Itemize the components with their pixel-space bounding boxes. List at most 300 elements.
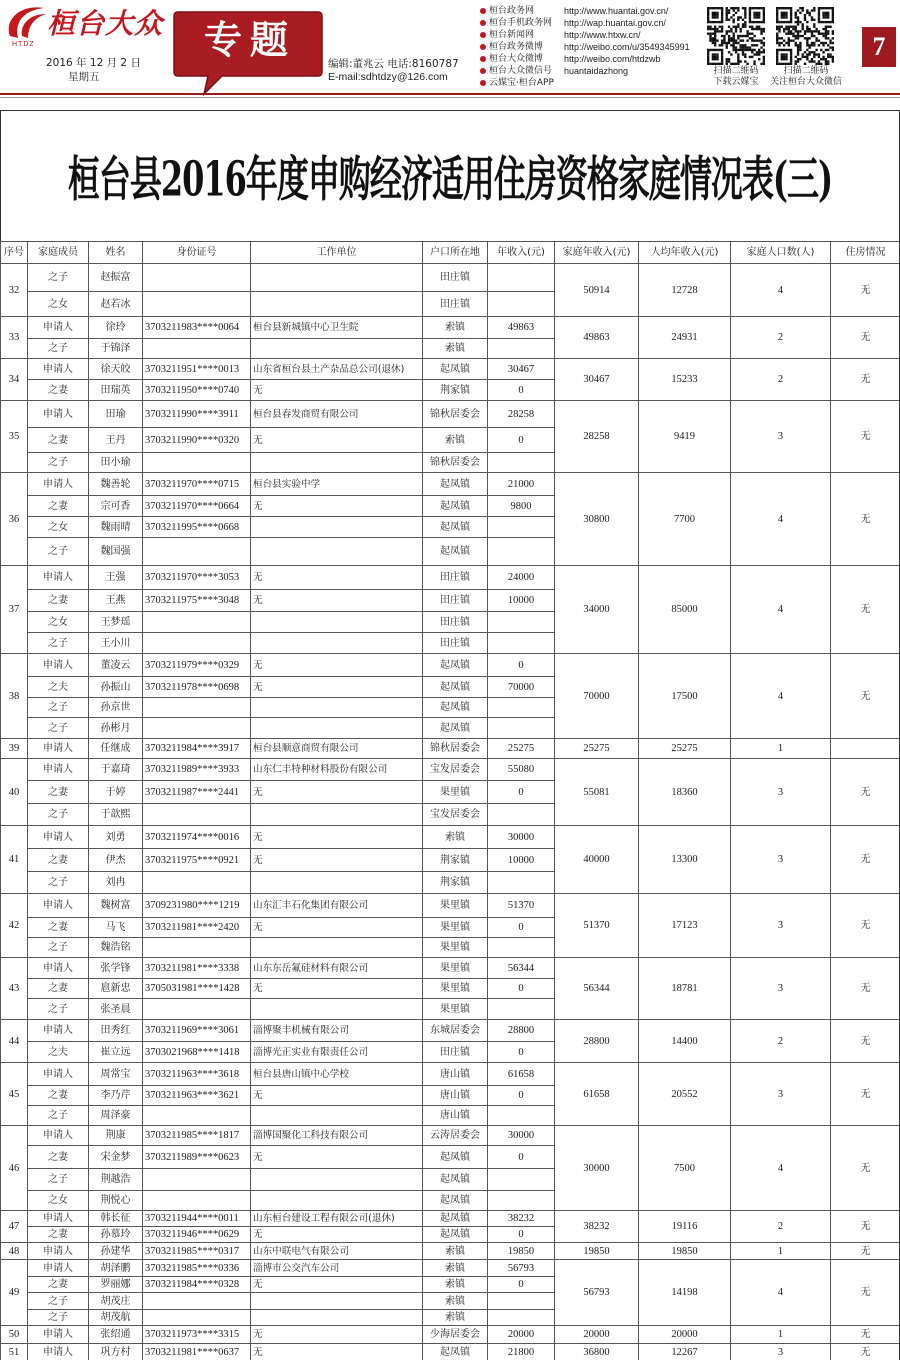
logo-swoosh-icon [4,2,48,44]
hukou-cell: 索镇 [423,1293,488,1310]
member-relation-cell: 之子 [28,339,89,359]
housing-status-cell: 无 [831,1020,900,1063]
annual-income-cell: 49863 [488,317,555,339]
id-number-cell: 3703211981****2420 [143,918,251,938]
per-capita-income-cell: 19850 [639,1243,731,1260]
qr-caption-line1: 扫描二维码 [713,66,759,76]
id-number-cell: 3703211970****3053 [143,566,251,590]
per-capita-income-cell: 14198 [639,1260,731,1326]
employer-cell: 无 [251,781,423,804]
housing-status-cell: 无 [831,1211,900,1243]
id-number-cell: 3703211981****0637 [143,1344,251,1360]
employer-cell: 桓台县唐山镇中心学校 [251,1063,423,1086]
per-capita-income-cell: 14400 [639,1020,731,1063]
employer-cell [251,264,423,292]
household-size-cell: 3 [731,1063,831,1126]
id-number-cell: 3703211944****0011 [143,1211,251,1227]
annual-income-cell: 0 [488,428,555,453]
media-link-url[interactable]: http://wap.huantai.gov.cn/ [564,18,666,28]
annual-income-cell: 20000 [488,1326,555,1344]
hukou-cell: 索镇 [423,428,488,453]
employer-cell: 桓台县新城镇中心卫生院 [251,317,423,339]
id-number-cell: 3703211970****0664 [143,496,251,517]
table-row [1,1243,900,1260]
annual-income-cell: 0 [488,918,555,938]
member-relation-cell: 申请人 [28,1063,89,1086]
member-relation-cell: 之子 [28,872,89,894]
id-number-cell [143,698,251,718]
employer-cell: 淄博光正实业有限责任公司 [251,1042,423,1063]
member-name-cell: 马飞 [89,918,143,938]
member-name-cell: 赵若冰 [89,292,143,317]
id-number-cell: 3709231980****1219 [143,894,251,918]
member-relation-cell: 之子 [28,538,89,566]
household-size-cell: 1 [731,1243,831,1260]
link-bullet-icon [480,32,486,38]
employer-cell: 无 [251,918,423,938]
annual-income-cell [488,1106,555,1126]
member-name-cell: 田瑜 [89,401,143,428]
id-number-cell [143,1106,251,1126]
id-number-cell: 3703211975****3048 [143,590,251,612]
household-income-cell: 70000 [555,654,639,739]
housing-status-cell [831,739,900,759]
id-number-cell: 3703211987****2441 [143,781,251,804]
employer-cell: 无 [251,1277,423,1293]
hukou-cell: 果里镇 [423,894,488,918]
annual-income-cell [488,633,555,654]
member-relation-cell: 之妻 [28,380,89,401]
media-link-url[interactable]: huantaidazhong [564,66,629,76]
employer-cell: 无 [251,428,423,453]
id-number-cell [143,938,251,958]
member-name-cell: 田秀红 [89,1020,143,1042]
employer-cell: 山东省桓台县土产杂品总公司(退休) [251,359,423,380]
per-capita-income-cell: 25275 [639,739,731,759]
employer-cell: 山东中联电气有限公司 [251,1243,423,1260]
hukou-cell: 荆家镇 [423,872,488,894]
media-link-url[interactable]: http://weibo.com/u/3549345991 [564,42,690,52]
media-link-row[interactable] [480,41,710,53]
table-body [1,264,900,1360]
table-row [1,1211,900,1227]
id-number-cell [143,339,251,359]
per-capita-income-cell: 20552 [639,1063,731,1126]
member-name-cell: 魏雨晴 [89,517,143,538]
hukou-cell: 起凤镇 [423,473,488,496]
id-number-cell: 3703211989****3933 [143,759,251,781]
member-name-cell: 魏善轮 [89,473,143,496]
id-number-cell [143,1191,251,1211]
employer-cell: 无 [251,1344,423,1360]
hukou-cell: 田庄镇 [423,566,488,590]
household-income-cell: 56344 [555,958,639,1020]
annual-income-cell [488,872,555,894]
annual-income-cell: 56793 [488,1260,555,1277]
household-size-cell: 3 [731,1344,831,1360]
employer-cell [251,633,423,654]
member-name-cell: 荆越浩 [89,1169,143,1191]
qr-code-download-app[interactable] [707,7,765,65]
media-link-row[interactable] [480,5,710,17]
annual-income-cell [488,718,555,739]
member-name-cell: 胡茂航 [89,1310,143,1326]
link-bullet-icon [480,20,486,26]
media-link-label: 桓台新闻网 [489,30,535,40]
annual-income-cell: 21800 [488,1344,555,1360]
housing-status-cell: 无 [831,317,900,359]
table-row [1,1344,900,1360]
per-capita-income-cell: 13300 [639,826,731,894]
member-name-cell: 王丹 [89,428,143,453]
table-row [1,1126,900,1146]
id-number-cell [143,612,251,633]
member-name-cell: 张学锋 [89,958,143,979]
hukou-cell: 起凤镇 [423,718,488,739]
media-link-label: 云媒宝·桓台APP [489,78,554,88]
per-capita-income-cell: 18781 [639,958,731,1020]
annual-income-cell: 0 [488,781,555,804]
family-number-cell: 37 [1,566,28,654]
annual-income-cell [488,1191,555,1211]
table-row [1,826,900,849]
media-link-row[interactable] [480,17,710,29]
annual-income-cell: 10000 [488,849,555,872]
household-income-cell: 20000 [555,1326,639,1344]
member-relation-cell: 申请人 [28,317,89,339]
housing-status-cell: 无 [831,566,900,654]
family-number-cell: 50 [1,1326,28,1344]
table-row [1,739,900,759]
id-number-cell [143,1293,251,1310]
header-annual-income: 年收入(元) [488,242,555,264]
title-area [1,111,899,241]
member-name-cell: 刘勇 [89,826,143,849]
annual-income-cell: 0 [488,380,555,401]
household-income-cell: 30467 [555,359,639,401]
qr-caption-line2: 下载云媒宝 [713,77,759,87]
media-link-row[interactable] [480,29,710,41]
annual-income-cell: 24000 [488,566,555,590]
housing-status-cell: 无 [831,1063,900,1126]
annual-income-cell: 10000 [488,590,555,612]
member-relation-cell: 之子 [28,1106,89,1126]
id-number-cell: 3703211979****0329 [143,654,251,677]
employer-cell: 山东汇丰石化集团有限公司 [251,894,423,918]
member-relation-cell: 之女 [28,612,89,633]
annual-income-cell: 0 [488,654,555,677]
employer-cell: 桓台县春发商贸有限公司 [251,401,423,428]
id-number-cell [143,453,251,473]
qr-caption-line1: 扫描二维码 [783,66,829,76]
household-size-cell: 3 [731,401,831,473]
member-relation-cell: 之子 [28,633,89,654]
housing-status-cell: 无 [831,264,900,317]
id-number-cell [143,633,251,654]
member-relation-cell: 申请人 [28,958,89,979]
editor-email: E-mail:sdhtdzy@126.com [328,71,448,83]
housing-status-cell: 无 [831,1243,900,1260]
id-number-cell [143,872,251,894]
family-number-cell: 38 [1,654,28,739]
household-income-cell: 30000 [555,1126,639,1211]
hukou-cell: 起凤镇 [423,1227,488,1243]
hukou-cell: 索镇 [423,1310,488,1326]
family-number-cell: 44 [1,1020,28,1063]
household-size-cell: 2 [731,359,831,401]
hukou-cell: 宝发居委会 [423,804,488,826]
hukou-cell: 田庄镇 [423,292,488,317]
media-link-row[interactable] [480,53,710,65]
annual-income-cell: 30000 [488,826,555,849]
member-name-cell: 胡泽鹏 [89,1260,143,1277]
id-number-cell: 3703211990****0320 [143,428,251,453]
annual-income-cell: 9800 [488,496,555,517]
family-number-cell: 45 [1,1063,28,1126]
annual-income-cell [488,339,555,359]
id-number-cell: 3703211963****3618 [143,1063,251,1086]
member-relation-cell: 之子 [28,698,89,718]
newspaper-logo: 桓台大众 [47,7,164,40]
id-number-cell: 3703211970****0715 [143,473,251,496]
employer-cell [251,698,423,718]
household-size-cell: 4 [731,473,831,566]
family-number-cell: 40 [1,759,28,826]
member-relation-cell: 之妻 [28,979,89,999]
household-size-cell: 1 [731,1326,831,1344]
masthead-rule-thin [0,97,900,98]
member-relation-cell: 之妻 [28,1277,89,1293]
table-row [1,958,900,979]
hukou-cell: 果里镇 [423,979,488,999]
hukou-cell: 起凤镇 [423,654,488,677]
household-income-cell: 55081 [555,759,639,826]
member-relation-cell: 之子 [28,264,89,292]
id-number-cell: 3703211985****1817 [143,1126,251,1146]
hukou-cell: 唐山镇 [423,1063,488,1086]
member-relation-cell: 之子 [28,718,89,739]
member-relation-cell: 申请人 [28,654,89,677]
employer-cell: 山东仁丰特种材料股份有限公司 [251,759,423,781]
member-relation-cell: 之妻 [28,781,89,804]
employer-cell [251,538,423,566]
table-row [1,1063,900,1086]
annual-income-cell: 0 [488,1042,555,1063]
per-capita-income-cell: 12267 [639,1344,731,1360]
id-number-cell [143,1169,251,1191]
media-link-url[interactable]: http://weibo.com/htdzwb [564,54,661,64]
annual-income-cell [488,938,555,958]
member-relation-cell: 申请人 [28,1020,89,1042]
employer-cell [251,1169,423,1191]
employer-cell: 无 [251,1146,423,1169]
family-number-cell: 39 [1,739,28,759]
member-relation-cell: 之妻 [28,496,89,517]
table-row [1,317,900,339]
media-link-row[interactable] [480,65,710,77]
table-row [1,1326,900,1344]
table-row [1,894,900,918]
member-name-cell: 周泽豪 [89,1106,143,1126]
employer-cell: 无 [251,654,423,677]
per-capita-income-cell: 18360 [639,759,731,826]
hukou-cell: 锦秋居委会 [423,739,488,759]
id-number-cell: 3703211975****0921 [143,849,251,872]
table-row [1,654,900,677]
per-capita-income-cell: 24931 [639,317,731,359]
header-relation: 家庭成员 [28,242,89,264]
household-size-cell: 4 [731,566,831,654]
media-link-label: 桓台政务微博 [489,42,544,52]
family-number-cell: 49 [1,1260,28,1326]
employer-cell: 淄博国聚化工科技有限公司 [251,1126,423,1146]
link-bullet-icon [480,68,486,74]
member-name-cell: 韩长征 [89,1211,143,1227]
hukou-cell: 宝发居委会 [423,759,488,781]
member-name-cell: 董凌云 [89,654,143,677]
member-relation-cell: 之子 [28,804,89,826]
id-number-cell: 3703211985****0336 [143,1260,251,1277]
member-relation-cell: 之妻 [28,1227,89,1243]
housing-status-cell: 无 [831,654,900,739]
qr-code-wechat[interactable] [776,7,834,65]
member-name-cell: 田小瑜 [89,453,143,473]
household-income-cell: 51370 [555,894,639,958]
per-capita-income-cell: 7700 [639,473,731,566]
id-number-cell: 3703211950****0740 [143,380,251,401]
hukou-cell: 起凤镇 [423,1191,488,1211]
member-name-cell: 于锦泽 [89,339,143,359]
hukou-cell: 田庄镇 [423,612,488,633]
household-income-cell: 19850 [555,1243,639,1260]
header-hukou: 户口所在地 [423,242,488,264]
hukou-cell: 果里镇 [423,938,488,958]
media-link-row[interactable] [480,77,710,89]
per-capita-income-cell: 17500 [639,654,731,739]
employer-cell: 无 [251,496,423,517]
family-number-cell: 34 [1,359,28,401]
member-name-cell: 巩方村 [89,1344,143,1360]
id-number-cell: 3703211946****0629 [143,1227,251,1243]
header-name: 姓名 [89,242,143,264]
media-link-url[interactable]: http://www.htxw.cn/ [564,30,641,40]
family-number-cell: 46 [1,1126,28,1211]
member-name-cell: 宗可香 [89,496,143,517]
family-number-cell: 48 [1,1243,28,1260]
housing-status-cell: 无 [831,1260,900,1326]
hukou-cell: 起凤镇 [423,359,488,380]
header-household-size: 家庭人口数(人) [731,242,831,264]
member-name-cell: 扈新忠 [89,979,143,999]
household-size-cell: 3 [731,894,831,958]
hukou-cell: 起凤镇 [423,1211,488,1227]
hukou-cell: 荆家镇 [423,380,488,401]
member-relation-cell: 申请人 [28,359,89,380]
employer-cell [251,292,423,317]
annual-income-cell: 28258 [488,401,555,428]
annual-income-cell [488,698,555,718]
employer-cell [251,804,423,826]
employer-cell: 桓台县顺意商贸有限公司 [251,739,423,759]
hukou-cell: 索镇 [423,1243,488,1260]
annual-income-cell [488,999,555,1020]
id-number-cell [143,292,251,317]
link-bullet-icon [480,8,486,14]
employer-cell: 山东桓台建设工程有限公司(退休) [251,1211,423,1227]
employer-cell [251,339,423,359]
hukou-cell: 唐山镇 [423,1086,488,1106]
id-number-cell: 3705031981****1428 [143,979,251,999]
page-number: 7 [862,27,896,67]
member-relation-cell: 之女 [28,292,89,317]
member-relation-cell: 申请人 [28,739,89,759]
annual-income-cell [488,453,555,473]
hukou-cell: 索镇 [423,1260,488,1277]
annual-income-cell: 0 [488,1086,555,1106]
member-relation-cell: 之女 [28,1191,89,1211]
per-capita-income-cell: 17123 [639,894,731,958]
hukou-cell: 果里镇 [423,958,488,979]
employer-cell [251,612,423,633]
table-row [1,264,900,292]
member-name-cell: 李乃芹 [89,1086,143,1106]
household-size-cell: 2 [731,317,831,359]
household-size-cell: 4 [731,654,831,739]
link-bullet-icon [480,44,486,50]
annual-income-cell [488,612,555,633]
member-relation-cell: 申请人 [28,473,89,496]
employer-cell [251,999,423,1020]
member-name-cell: 孙京世 [89,698,143,718]
household-income-cell: 40000 [555,826,639,894]
housing-status-cell: 无 [831,894,900,958]
employer-cell: 无 [251,1326,423,1344]
family-number-cell: 43 [1,958,28,1020]
family-number-cell: 51 [1,1344,28,1360]
annual-income-cell [488,517,555,538]
member-relation-cell: 申请人 [28,1344,89,1360]
member-name-cell: 孙建华 [89,1243,143,1260]
member-name-cell: 魏浩铭 [89,938,143,958]
annual-income-cell: 30000 [488,1126,555,1146]
per-capita-income-cell: 19116 [639,1211,731,1243]
employer-cell: 无 [251,380,423,401]
employer-cell [251,872,423,894]
hukou-cell: 田庄镇 [423,590,488,612]
member-name-cell: 徐玲 [89,317,143,339]
id-number-cell [143,538,251,566]
per-capita-income-cell: 15233 [639,359,731,401]
logo-abbreviation: HTDZ [12,41,35,48]
household-income-cell: 34000 [555,566,639,654]
id-number-cell: 3703211974****0016 [143,826,251,849]
employer-cell [251,1310,423,1326]
member-name-cell: 周常宝 [89,1063,143,1086]
family-number-cell: 41 [1,826,28,894]
header-employer: 工作单位 [251,242,423,264]
member-relation-cell: 申请人 [28,1260,89,1277]
annual-income-cell [488,1169,555,1191]
id-number-cell: 3703211990****3911 [143,401,251,428]
member-name-cell: 于嘉琦 [89,759,143,781]
hukou-cell: 锦秋居委会 [423,453,488,473]
family-income-table [0,241,900,1360]
annual-income-cell [488,804,555,826]
table-row [1,401,900,428]
table-row [1,473,900,496]
media-link-url[interactable]: http://www.huantai.gov.cn/ [564,6,669,16]
table-header-row [1,242,900,264]
